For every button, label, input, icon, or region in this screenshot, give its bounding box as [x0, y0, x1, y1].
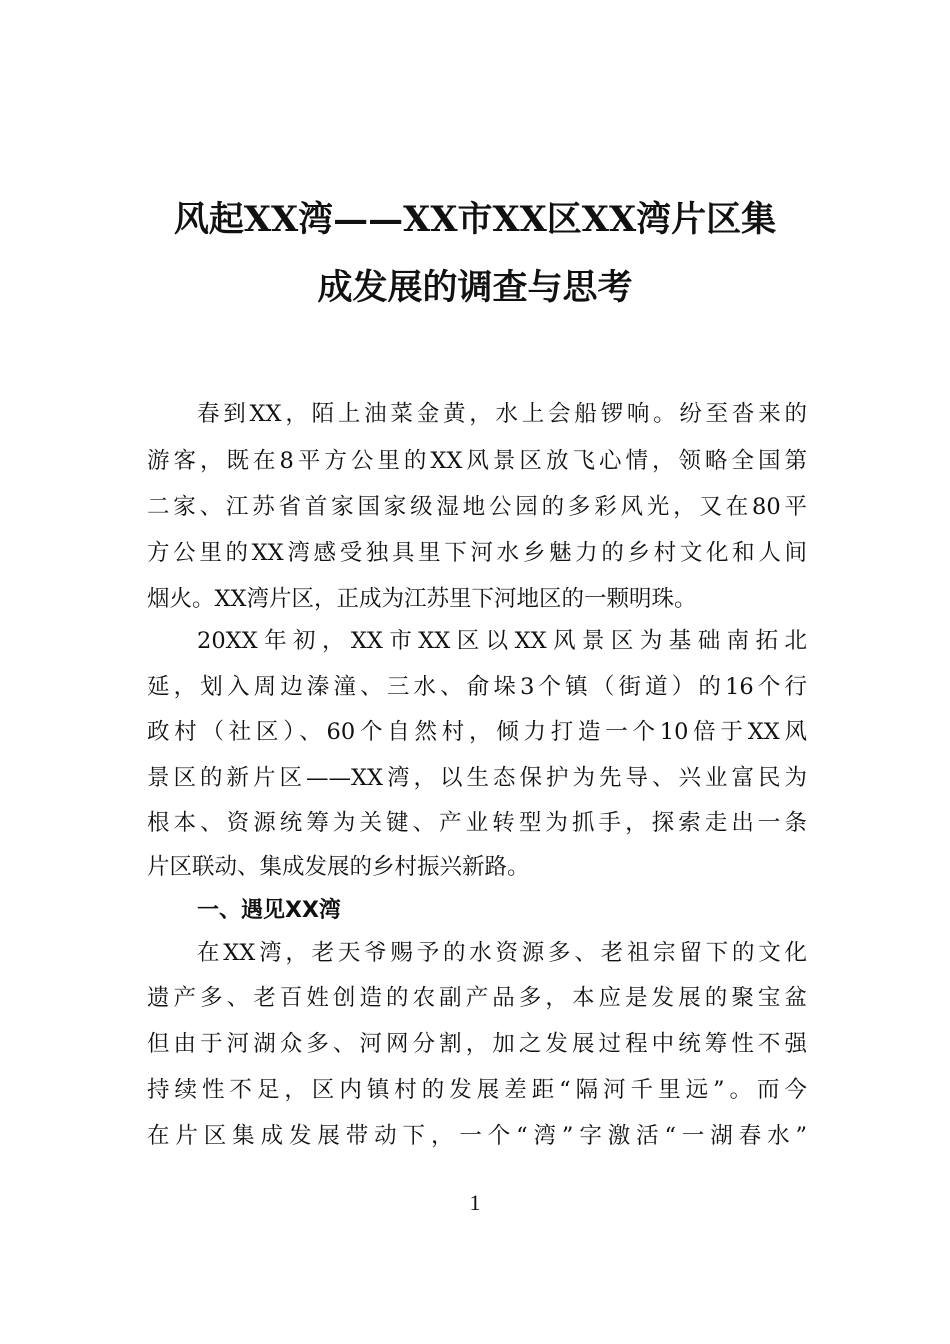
body-line: 政村（社区）、60个自然村，倾力打造一个10倍于XX风 — [147, 719, 807, 745]
body-line: 延，划入周边溱潼、三水、俞垛3个镇（街道）的16个行 — [147, 674, 807, 700]
title-line-1: 风起XX湾——XX市XX区XX湾片区集 — [173, 199, 777, 240]
body-line: 遗产多、老百姓创造的农副产品多，本应是发展的聚宝盆 — [147, 985, 807, 1011]
body-line: 二家、江苏省首家国家级湿地公园的多彩风光，又在80平 — [147, 494, 807, 520]
body-line: 景区的新片区——XX湾，以生态保护为先导、兴业富民为 — [147, 765, 807, 791]
body-line: 20XX年初，XX市XX区以XX风景区为基础南拓北 — [197, 628, 807, 654]
page-number: 1 — [469, 1190, 481, 1215]
body-line: 在XX湾，老天爷赐予的水资源多、老祖宗留下的文化 — [197, 940, 807, 966]
body-line: 烟火。XX湾片区，正成为江苏里下河地区的一颗明珠。 — [147, 586, 697, 612]
body-line: 持续性不足，区内镇村的发展差距“隔河千里远”。而今 — [147, 1077, 807, 1103]
body-line: 根本、资源统筹为关键、产业转型为抓手，探索走出一条 — [147, 810, 807, 836]
body-line: 片区联动、集成发展的乡村振兴新路。 — [147, 854, 530, 880]
title-line-2: 成发展的调查与思考 — [317, 267, 633, 308]
body-line: 但由于河湖众多、河网分割，加之发展过程中统筹性不强 — [147, 1031, 807, 1057]
body-line: 在片区集成发展带动下，一个“湾”字激活“一湖春水” — [147, 1123, 807, 1149]
section-heading: 一、遇见XX湾 — [197, 898, 341, 923]
body-line: 游客，既在8平方公里的XX风景区放飞心情，领略全国第 — [147, 448, 807, 474]
body-line: 方公里的XX湾感受独具里下河水乡魅力的乡村文化和人间 — [147, 540, 807, 566]
body-line: 春到XX，陌上油菜金黄，水上会船锣响。纷至沓来的 — [197, 401, 807, 427]
